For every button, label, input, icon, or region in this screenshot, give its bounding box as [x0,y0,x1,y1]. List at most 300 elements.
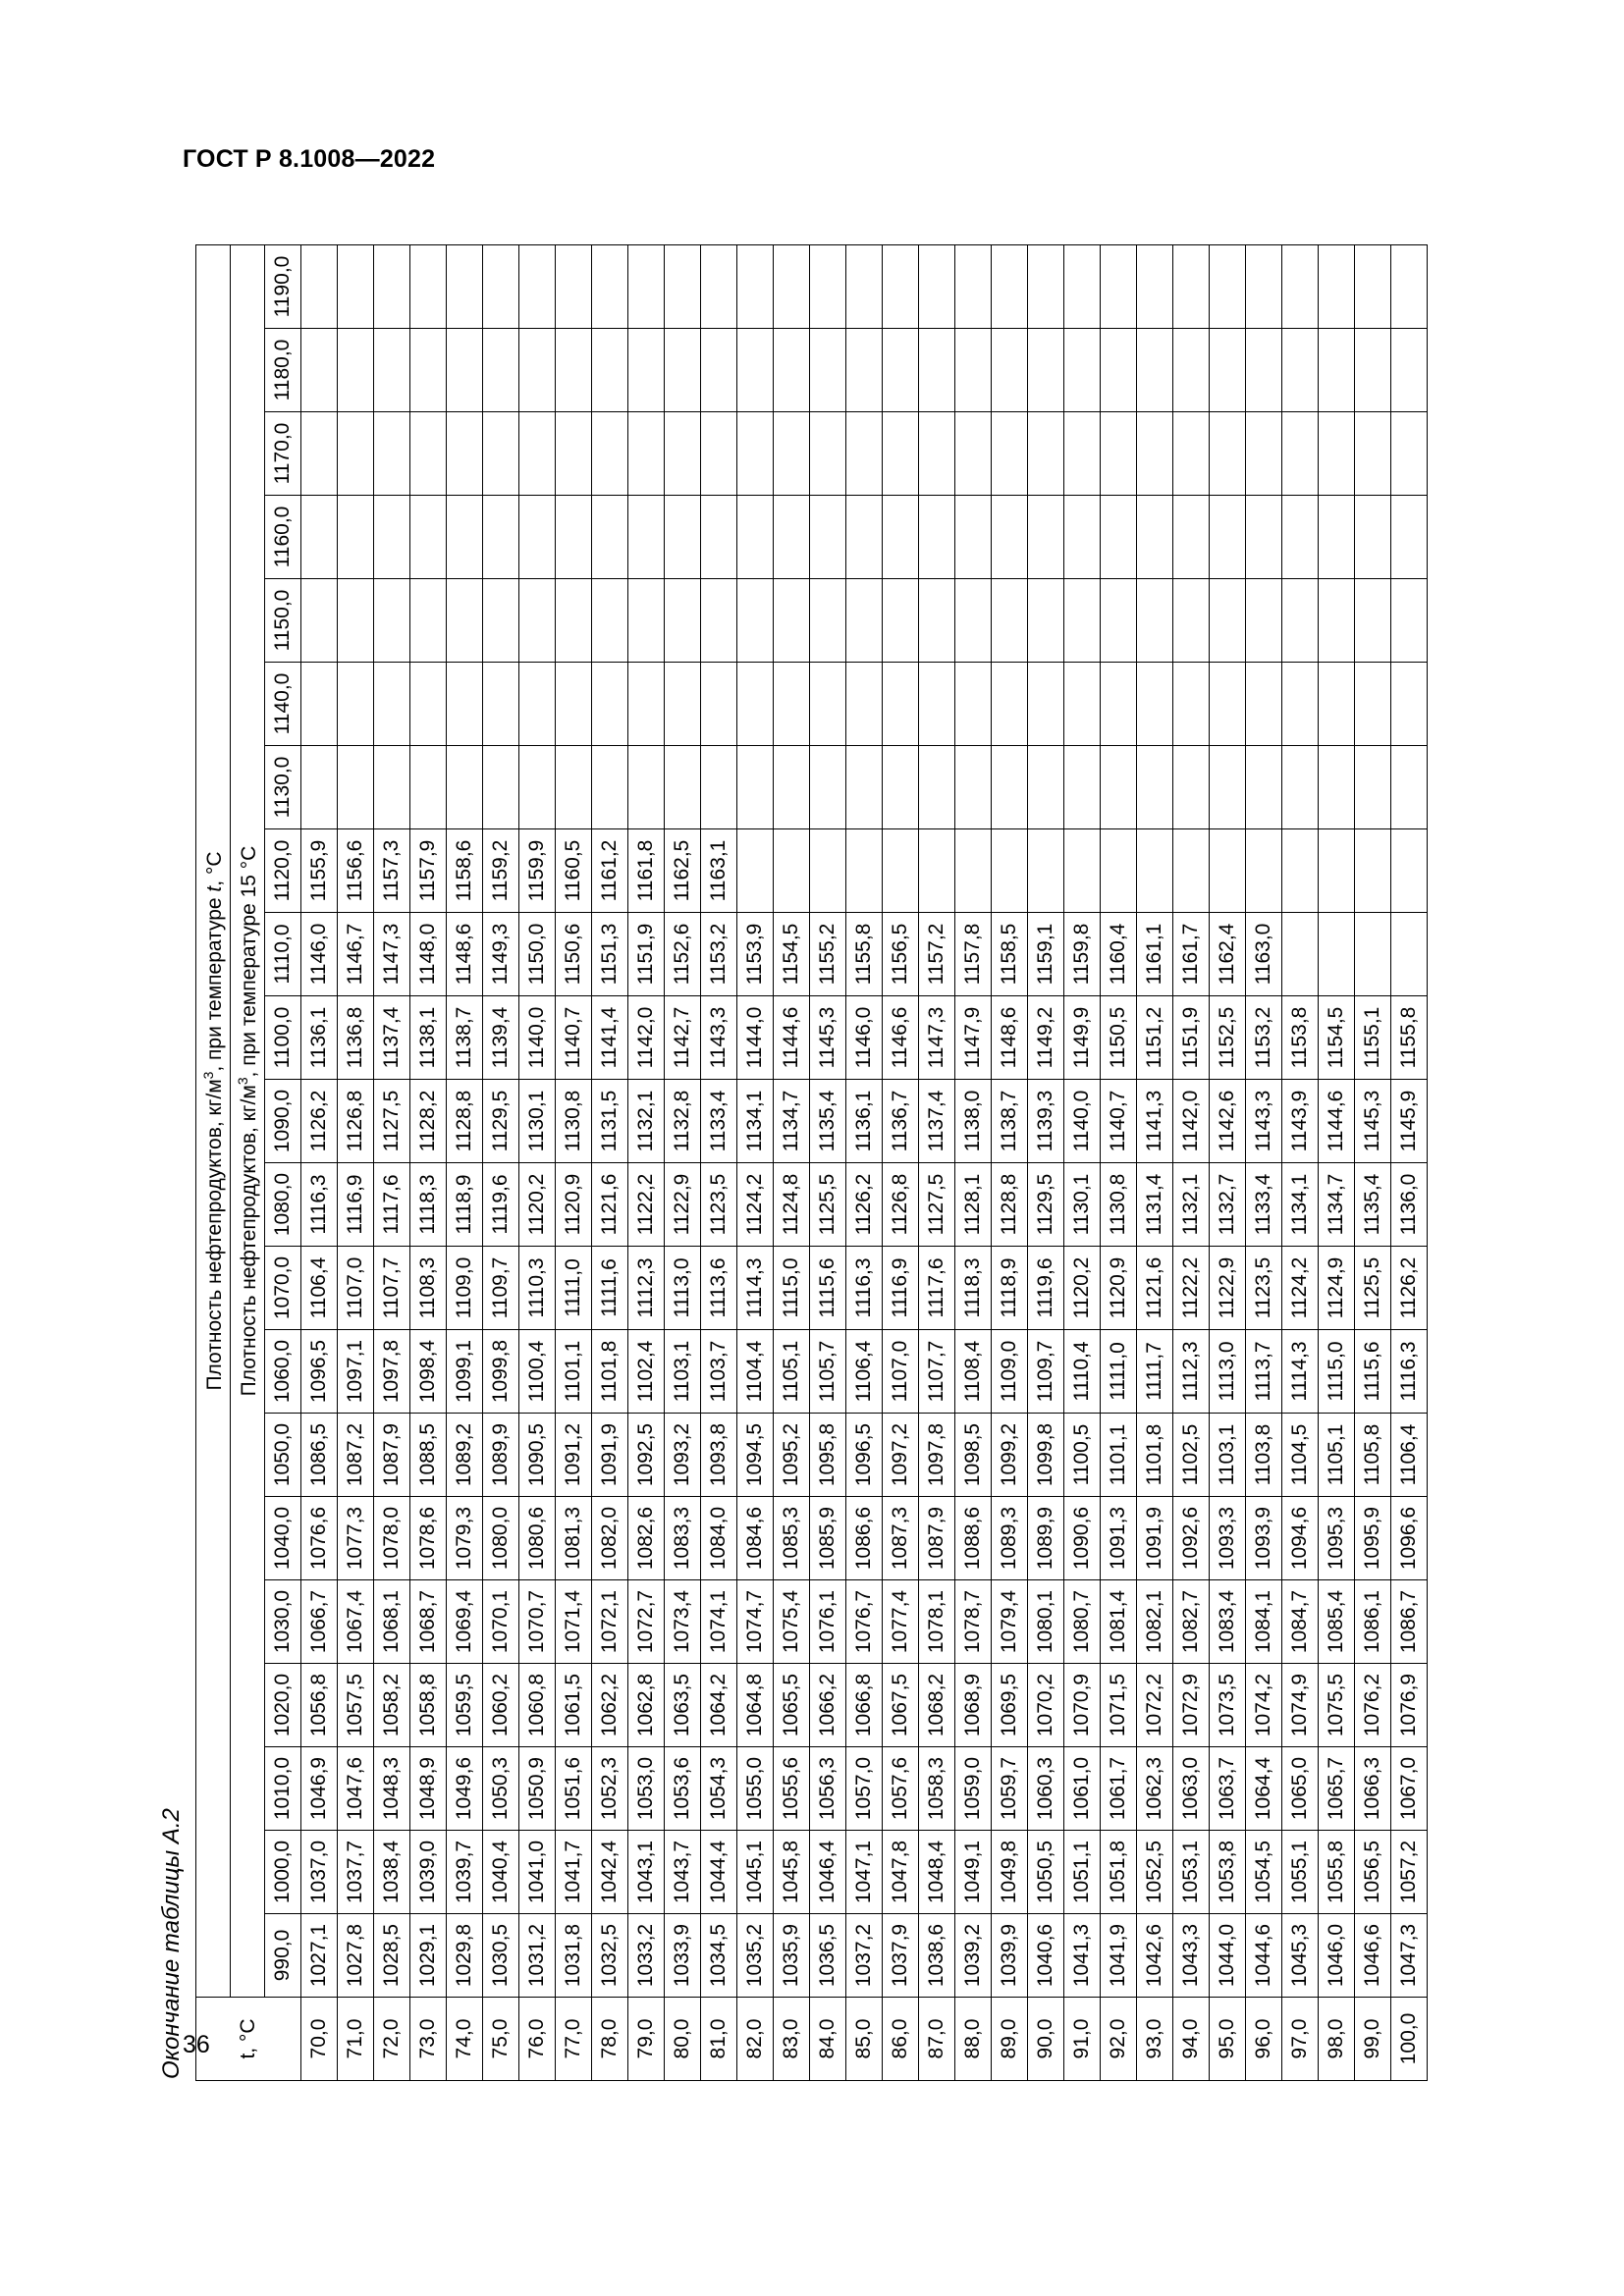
empty-cell [1173,746,1210,829]
density-cell: 1122,2 [1173,1247,1210,1330]
density-cell: 1114,3 [737,1247,774,1330]
column-header: 1150,0 [265,579,301,663]
empty-cell [628,579,665,663]
density-cell: 1151,9 [1173,996,1210,1080]
table-row [1028,245,1064,2081]
density-cell: 1149,3 [483,913,519,996]
column-header: 1070,0 [265,1247,301,1330]
density-cell: 1159,2 [483,829,519,913]
density-cell: 1080,0 [483,1497,519,1580]
empty-cell [774,579,810,663]
density-cell: 1140,0 [1064,1080,1101,1163]
density-cell: 1104,4 [737,1330,774,1414]
temperature-cell: 84,0 [810,1998,846,2081]
density-cell: 1097,8 [374,1330,410,1414]
density-cell: 1122,2 [628,1163,665,1247]
empty-cell [1137,746,1173,829]
empty-cell [992,329,1028,412]
density-cell: 1146,6 [883,996,919,1080]
density-cell: 1132,1 [1173,1163,1210,1247]
density-cell: 1163,1 [701,829,737,913]
empty-cell [1391,412,1428,496]
density-cell: 1057,2 [1391,1831,1428,1914]
empty-cell [338,496,374,579]
empty-cell [1137,412,1173,496]
density-cell: 1055,8 [1319,1831,1355,1914]
density-cell: 1085,4 [1319,1580,1355,1664]
empty-cell [483,245,519,329]
empty-cell [1391,245,1428,329]
density-cell: 1153,9 [737,913,774,996]
density-cell: 1099,2 [992,1414,1028,1497]
density-cell: 1035,9 [774,1914,810,1998]
empty-cell [665,746,701,829]
density-cell: 1062,2 [592,1664,628,1747]
empty-cell [737,579,774,663]
density-cell: 1115,0 [1319,1330,1355,1414]
density-cell: 1094,5 [737,1414,774,1497]
density-cell: 1039,0 [410,1831,447,1914]
density-cell: 1029,1 [410,1914,447,1998]
density-cell: 1090,6 [1064,1497,1101,1580]
corner-header: t, °C [196,1998,301,2081]
empty-cell [519,663,556,746]
empty-cell [1064,579,1101,663]
density-cell: 1124,8 [774,1163,810,1247]
column-header: 1040,0 [265,1497,301,1580]
density-cell: 1128,1 [955,1163,992,1247]
empty-cell [1064,829,1101,913]
temperature-cell: 97,0 [1282,1998,1319,2081]
column-header: 1030,0 [265,1580,301,1664]
empty-cell [1355,412,1391,496]
density-cell: 1077,3 [338,1497,374,1580]
density-cell: 1076,1 [810,1580,846,1664]
temperature-cell: 71,0 [338,1998,374,2081]
temperature-cell: 82,0 [737,1998,774,2081]
empty-cell [1246,663,1282,746]
density-cell: 1091,9 [592,1414,628,1497]
density-cell: 1136,1 [846,1080,883,1163]
density-cell: 1142,0 [1173,1080,1210,1163]
empty-cell [846,579,883,663]
density-cell: 1140,0 [519,996,556,1080]
density-cell: 1112,3 [628,1247,665,1330]
empty-cell [410,329,447,412]
empty-cell [1064,496,1101,579]
density-cell: 1031,8 [556,1914,592,1998]
density-cell: 1124,2 [737,1163,774,1247]
empty-cell [483,746,519,829]
density-cell: 1063,7 [1210,1747,1246,1831]
density-cell: 1094,6 [1282,1497,1319,1580]
density-cell: 1095,3 [1319,1497,1355,1580]
empty-cell [410,663,447,746]
empty-cell [374,329,410,412]
density-cell: 1096,5 [846,1414,883,1497]
table-row [992,245,1028,2081]
density-cell: 1141,3 [1137,1080,1173,1163]
density-cell: 1040,4 [483,1831,519,1914]
empty-cell [556,245,592,329]
density-cell: 1053,6 [665,1747,701,1831]
empty-cell [1137,829,1173,913]
empty-cell [1064,746,1101,829]
density-cell: 1116,3 [1391,1330,1428,1414]
table-row [919,245,955,2081]
density-cell: 1132,7 [1210,1163,1246,1247]
density-cell: 1142,0 [628,996,665,1080]
empty-cell [410,412,447,496]
density-cell: 1113,7 [1246,1330,1282,1414]
density-cell: 1078,6 [410,1497,447,1580]
density-cell: 1109,0 [992,1330,1028,1414]
density-cell: 1161,1 [1137,913,1173,996]
density-cell: 1051,6 [556,1747,592,1831]
empty-cell [992,412,1028,496]
density-cell: 1150,5 [1101,996,1137,1080]
density-cell: 1100,4 [519,1330,556,1414]
empty-cell [1101,412,1137,496]
density-cell: 1159,8 [1064,913,1101,996]
density-cell: 1155,8 [1391,996,1428,1080]
empty-cell [883,746,919,829]
density-cell: 1058,8 [410,1664,447,1747]
density-cell: 1057,0 [846,1747,883,1831]
empty-cell [1028,829,1064,913]
table-row [955,245,992,2081]
density-cell: 1066,8 [846,1664,883,1747]
density-cell: 1146,0 [301,913,338,996]
empty-cell [1137,329,1173,412]
empty-cell [701,412,737,496]
empty-cell [1391,579,1428,663]
empty-cell [1391,329,1428,412]
density-cell: 1049,8 [992,1831,1028,1914]
density-cell: 1076,7 [846,1580,883,1664]
column-header: 1100,0 [265,996,301,1080]
empty-cell [628,329,665,412]
density-cell: 1071,4 [556,1580,592,1664]
temperature-cell: 98,0 [1319,1998,1355,2081]
density-cell: 1050,9 [519,1747,556,1831]
density-cell: 1060,8 [519,1664,556,1747]
empty-cell [955,579,992,663]
density-cell: 1106,4 [301,1247,338,1330]
density-cell: 1154,5 [774,913,810,996]
density-cell: 1033,9 [665,1914,701,1998]
density-cell: 1095,9 [1355,1497,1391,1580]
density-cell: 1043,7 [665,1831,701,1914]
density-cell: 1052,5 [1137,1831,1173,1914]
density-cell: 1118,9 [992,1247,1028,1330]
empty-cell [992,579,1028,663]
density-cell: 1125,5 [1355,1247,1391,1330]
density-cell: 1136,0 [1391,1163,1428,1247]
density-cell: 1131,4 [1137,1163,1173,1247]
density-cell: 1110,3 [519,1247,556,1330]
density-cell: 1060,2 [483,1664,519,1747]
density-cell: 1145,3 [810,996,846,1080]
density-cell: 1047,3 [1391,1914,1428,1998]
density-cell: 1045,3 [1282,1914,1319,1998]
empty-cell [774,329,810,412]
empty-cell [1101,245,1137,329]
density-cell: 1114,3 [1282,1330,1319,1414]
empty-cell [1319,496,1355,579]
density-cell: 1080,1 [1028,1580,1064,1664]
density-cell: 1087,2 [338,1414,374,1497]
density-cell: 1073,4 [665,1580,701,1664]
empty-cell [1210,746,1246,829]
empty-cell [483,329,519,412]
empty-cell [1028,412,1064,496]
density-cell: 1082,0 [592,1497,628,1580]
empty-cell [737,412,774,496]
empty-cell [1246,829,1282,913]
density-cell: 1129,5 [1028,1163,1064,1247]
empty-cell [846,496,883,579]
table-caption: Окончание таблицы А.2 [158,1808,185,2079]
empty-cell [1355,579,1391,663]
empty-cell [883,663,919,746]
empty-cell [1282,245,1319,329]
density-cell: 1120,9 [1101,1247,1137,1330]
density-cell: 1041,7 [556,1831,592,1914]
table-row [483,245,519,2081]
density-cell: 1116,3 [301,1163,338,1247]
density-cell: 1128,2 [410,1080,447,1163]
density-cell: 1111,0 [1101,1330,1137,1414]
column-header: 1060,0 [265,1330,301,1414]
density-cell: 1071,5 [1101,1664,1137,1747]
density-cell: 1044,6 [1246,1914,1282,1998]
density-cell: 1152,6 [665,913,701,996]
density-cell: 1046,9 [301,1747,338,1831]
temperature-cell: 88,0 [955,1998,992,2081]
density-cell: 1106,4 [1391,1414,1428,1497]
empty-cell [374,412,410,496]
empty-cell [1028,245,1064,329]
density-cell: 1147,3 [919,996,955,1080]
empty-cell [1355,663,1391,746]
density-cell: 1160,4 [1101,913,1137,996]
density-cell: 1070,2 [1028,1664,1064,1747]
empty-cell [955,663,992,746]
density-cell: 1096,6 [1391,1497,1428,1580]
empty-cell [592,329,628,412]
density-cell: 1107,0 [338,1247,374,1330]
empty-cell [1137,579,1173,663]
column-header: 1170,0 [265,412,301,496]
empty-cell [1319,245,1355,329]
density-cell: 1099,8 [1028,1414,1064,1497]
empty-cell [1101,579,1137,663]
density-cell: 1102,5 [1173,1414,1210,1497]
temperature-cell: 94,0 [1173,1998,1210,2081]
empty-cell [338,579,374,663]
density-cell: 1039,9 [992,1914,1028,1998]
empty-cell [846,663,883,746]
empty-cell [1282,412,1319,496]
empty-cell [883,329,919,412]
empty-cell [1173,412,1210,496]
table-row [519,245,556,2081]
density-cell: 1046,4 [810,1831,846,1914]
empty-cell [338,746,374,829]
density-cell: 1149,2 [1028,996,1064,1080]
density-cell: 1073,5 [1210,1664,1246,1747]
density-cell: 1047,1 [846,1831,883,1914]
density-cell: 1150,6 [556,913,592,996]
density-cell: 1109,7 [483,1247,519,1330]
density-cell: 1138,1 [410,996,447,1080]
density-cell: 1098,4 [410,1330,447,1414]
empty-cell [1282,829,1319,913]
density-cell: 1038,4 [374,1831,410,1914]
density-cell: 1037,2 [846,1914,883,1998]
density-cell: 1123,5 [1246,1247,1282,1330]
empty-cell [338,663,374,746]
table-row [1101,245,1137,2081]
empty-cell [737,663,774,746]
empty-cell [556,496,592,579]
density-cell: 1061,7 [1101,1747,1137,1831]
density-cell: 1127,5 [374,1080,410,1163]
empty-cell [483,412,519,496]
density-cell: 1074,9 [1282,1664,1319,1747]
empty-cell [919,746,955,829]
temperature-cell: 75,0 [483,1998,519,2081]
column-header: 1160,0 [265,496,301,579]
density-cell: 1068,7 [410,1580,447,1664]
density-cell: 1089,3 [992,1497,1028,1580]
empty-cell [1282,663,1319,746]
density-cell: 1120,9 [556,1163,592,1247]
table-row [1355,245,1391,2081]
density-cell: 1053,0 [628,1747,665,1831]
density-cell: 1151,9 [628,913,665,996]
density-cell: 1064,2 [701,1664,737,1747]
density-cell: 1046,6 [1355,1914,1391,1998]
density-cell: 1103,1 [665,1330,701,1414]
empty-cell [883,496,919,579]
empty-cell [883,412,919,496]
density-cell: 1089,9 [483,1414,519,1497]
column-header: 1190,0 [265,245,301,329]
density-cell: 1064,4 [1246,1747,1282,1831]
density-cell: 1148,6 [447,913,483,996]
empty-cell [1028,579,1064,663]
column-header: 1110,0 [265,913,301,996]
empty-cell [301,412,338,496]
empty-cell [919,663,955,746]
density-cell: 1140,7 [556,996,592,1080]
density-cell: 1105,1 [1319,1414,1355,1497]
density-cell: 1089,9 [1028,1497,1064,1580]
temperature-cell: 90,0 [1028,1998,1064,2081]
density-cell: 1095,2 [774,1414,810,1497]
density-cell: 1086,1 [1355,1580,1391,1664]
density-cell: 1116,9 [338,1163,374,1247]
density-cell: 1064,8 [737,1664,774,1747]
density-cell: 1059,7 [992,1747,1028,1831]
table-row [1319,245,1355,2081]
temperature-cell: 85,0 [846,1998,883,2081]
empty-cell [1391,913,1428,996]
temperature-cell: 73,0 [410,1998,447,2081]
density-cell: 1109,7 [1028,1330,1064,1414]
empty-cell [628,746,665,829]
density-cell: 1038,6 [919,1914,955,1998]
table-row [592,245,628,2081]
density-cell: 1122,9 [1210,1247,1246,1330]
density-cell: 1093,9 [1246,1497,1282,1580]
table-row [846,245,883,2081]
running-head: ГОСТ Р 8.1008—2022 [183,145,436,173]
empty-cell [556,412,592,496]
density-cell: 1035,2 [737,1914,774,1998]
density-cell: 1046,0 [1319,1914,1355,1998]
empty-cell [955,829,992,913]
empty-cell [1319,913,1355,996]
density-cell: 1076,9 [1391,1664,1428,1747]
density-cell: 1132,8 [665,1080,701,1163]
empty-cell [301,329,338,412]
temperature-cell: 93,0 [1137,1998,1173,2081]
density-cell: 1161,8 [628,829,665,913]
empty-cell [1210,329,1246,412]
density-cell: 1078,0 [374,1497,410,1580]
spanning-header-2: Плотность нефтепродуктов, $кг/м^3$, при температуре 15 °C [231,245,265,1998]
density-cell: 1144,6 [774,996,810,1080]
density-cell: 1118,3 [410,1163,447,1247]
empty-cell [1355,829,1391,913]
header-row-span [196,245,231,2081]
density-cell: 1107,7 [919,1330,955,1414]
density-cell: 1090,5 [519,1414,556,1497]
density-cell: 1092,5 [628,1414,665,1497]
density-cell: 1134,1 [1282,1163,1319,1247]
density-cell: 1085,3 [774,1497,810,1580]
density-cell: 1031,2 [519,1914,556,1998]
density-cell: 1129,5 [483,1080,519,1163]
density-cell: 1162,4 [1210,913,1246,996]
empty-cell [1246,329,1282,412]
density-cell: 1110,4 [1064,1330,1101,1414]
density-cell: 1121,6 [1137,1247,1173,1330]
density-cell: 1133,4 [701,1080,737,1163]
density-cell: 1136,8 [338,996,374,1080]
density-cell: 1055,6 [774,1747,810,1831]
empty-cell [483,496,519,579]
density-cell: 1155,8 [846,913,883,996]
empty-cell [1028,746,1064,829]
column-header: 1000,0 [265,1831,301,1914]
density-cell: 1130,1 [1064,1163,1101,1247]
density-cell: 1051,1 [1064,1831,1101,1914]
density-cell: 1147,3 [374,913,410,996]
density-cell: 1113,0 [1210,1330,1246,1414]
empty-cell [1391,746,1428,829]
density-cell: 1062,3 [1137,1747,1173,1831]
empty-cell [810,663,846,746]
page-number: 36 [183,2031,210,2058]
density-cell: 1126,8 [883,1163,919,1247]
empty-cell [1246,579,1282,663]
empty-cell [592,579,628,663]
table-row [665,245,701,2081]
